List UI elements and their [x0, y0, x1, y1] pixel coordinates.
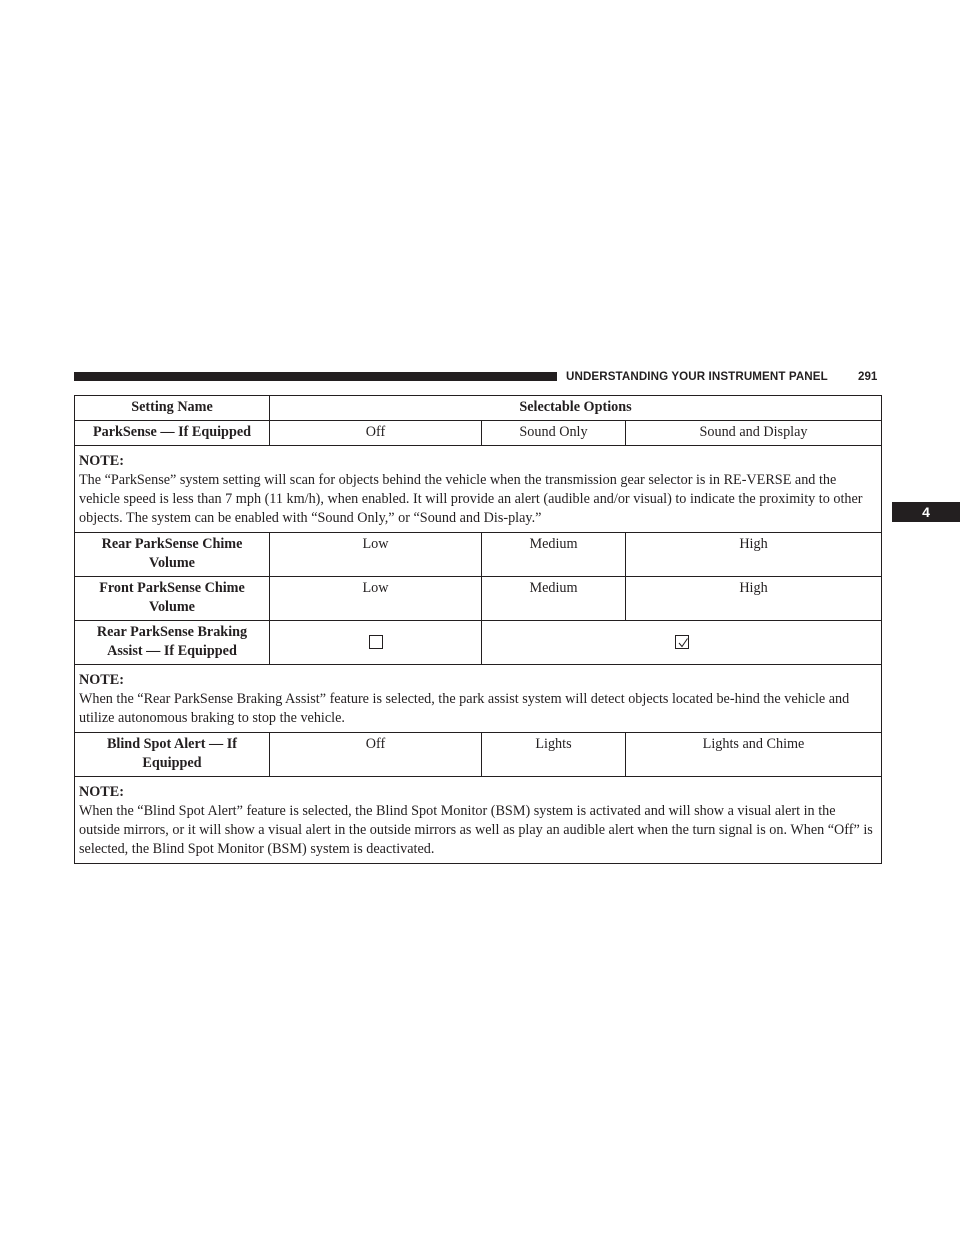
setting-name-braking-assist	[75, 621, 270, 665]
note-row-braking-assist	[75, 665, 882, 733]
setting-name-blind-spot	[75, 733, 270, 777]
checked-checkbox-icon	[675, 635, 689, 649]
setting-name-line: Volume	[149, 555, 195, 571]
settings-table	[74, 395, 882, 864]
note-text: When the “Blind Spot Alert” feature is selected, the Blind Spot Monitor (BSM) system is activated and will show a visual alert in the outside mirrors, or it will show a visual alert in the outside mirrors as well as play an audible alert when the turn signal is on. When “Off” is selected, the Blind Spot Monitor (BSM) system is deactivated.	[79, 803, 873, 857]
note-cell	[75, 446, 882, 533]
header-rule-bar	[74, 372, 557, 381]
option-cell: Low	[270, 533, 482, 577]
setting-name-line: Rear ParkSense Chime	[101, 536, 243, 552]
check-mark-icon	[676, 636, 690, 650]
option-cell: Sound and Display	[626, 421, 882, 446]
option-cell: High	[626, 533, 882, 577]
setting-name-line: Rear ParkSense Braking	[96, 624, 248, 640]
table-row-parksense	[75, 421, 882, 446]
chapter-tab: 4	[892, 502, 960, 522]
note-text: When the “Rear ParkSense Braking Assist” feature is selected, the park assist system will detect objects located be-hind the vehicle and utilize autonomous braking to stop the vehicle.	[79, 691, 850, 726]
setting-name-line: Equipped	[142, 755, 202, 771]
option-cell: Off	[270, 733, 482, 777]
option-cell: Lights and Chime	[626, 733, 882, 777]
note-row-parksense	[75, 446, 882, 533]
setting-name-rear-chime	[75, 533, 270, 577]
header-setting-name: Setting Name	[75, 396, 270, 421]
setting-name-parksense: ParkSense — If Equipped	[75, 421, 270, 446]
note-text: The “ParkSense” system setting will scan for objects behind the vehicle when the transmission gear selector is in RE-VERSE and the vehicle speed is less than 7 mph (11 km/h), when enabled. It will provide an alert (audible and/or visual) to indicate the proximity to other objects. The system can be enabled with “Sound Only,” or “Sound and Dis-play.”	[79, 472, 863, 526]
table-row-braking-assist	[75, 621, 882, 665]
empty-checkbox-icon	[369, 635, 383, 649]
note-cell	[75, 665, 882, 733]
option-cell	[270, 621, 482, 665]
option-cell: Lights	[482, 733, 626, 777]
option-cell: Sound Only	[482, 421, 626, 446]
setting-name-front-chime	[75, 577, 270, 621]
table-row-rear-chime	[75, 533, 882, 577]
setting-name-line: Front ParkSense Chime	[99, 580, 245, 596]
note-cell	[75, 777, 882, 864]
note-row-blind-spot	[75, 777, 882, 864]
table-header-row	[75, 396, 882, 421]
running-header-title: UNDERSTANDING YOUR INSTRUMENT PANEL	[566, 370, 828, 383]
note-label: NOTE:	[79, 453, 124, 469]
setting-name-line: Assist — If Equipped	[107, 643, 237, 659]
option-cell: Off	[270, 421, 482, 446]
page-number: 291	[858, 370, 878, 383]
option-cell: Low	[270, 577, 482, 621]
table-row-blind-spot	[75, 733, 882, 777]
option-cell: Medium	[482, 533, 626, 577]
option-cell	[482, 621, 882, 665]
table-row-front-chime	[75, 577, 882, 621]
header-selectable-options: Selectable Options	[270, 396, 882, 421]
option-cell: High	[626, 577, 882, 621]
note-label: NOTE:	[79, 672, 124, 688]
setting-name-line: Volume	[149, 599, 195, 615]
note-label: NOTE:	[79, 784, 124, 800]
option-cell: Medium	[482, 577, 626, 621]
setting-name-line: Blind Spot Alert — If	[106, 736, 238, 752]
